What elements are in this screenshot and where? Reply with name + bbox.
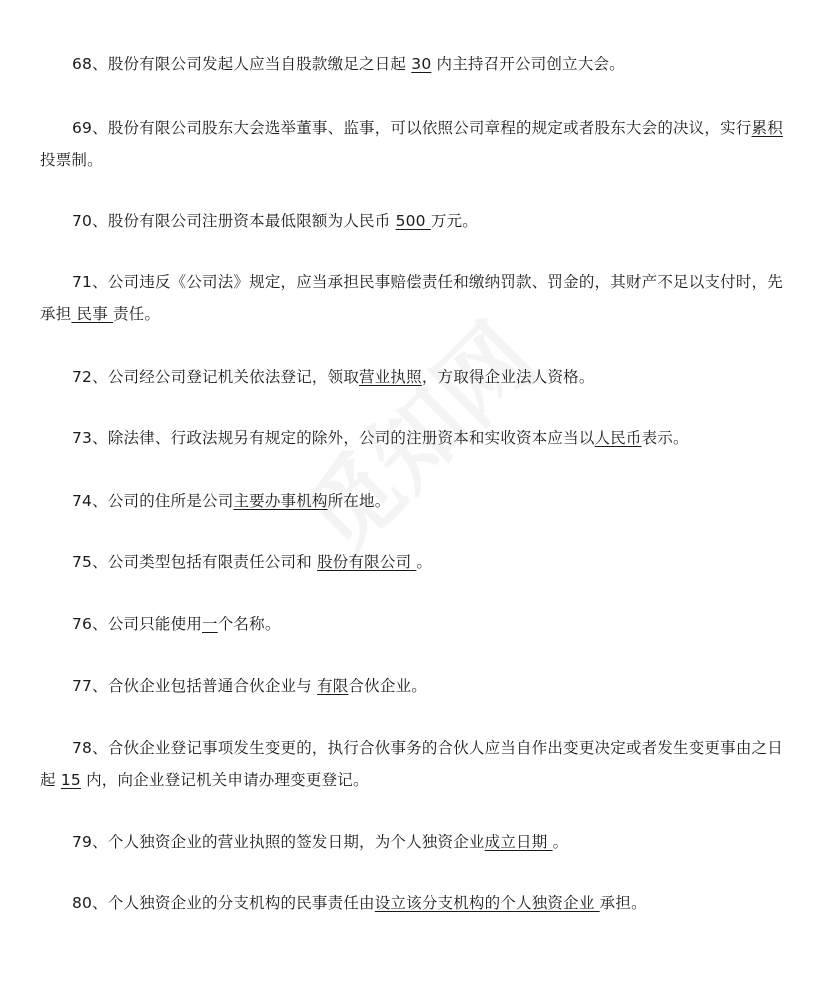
question-text: 。 (552, 833, 569, 851)
question-69 (40, 112, 792, 176)
answer-blank: 设立该分支机构的个人独资企业 (374, 894, 600, 912)
answer-blank: 30 (411, 55, 432, 73)
question-text: 。 (416, 553, 433, 571)
answer-blank: 股份有限公司 (317, 553, 417, 571)
question-text: 内，向企业登记机关申请办理变更登记。 (80, 771, 369, 789)
question-74 (40, 485, 792, 517)
answer-blank: 成立日期 (484, 833, 553, 851)
question-text: 责任。 (113, 305, 161, 323)
question-text: ，方取得企业法人资格。 (421, 368, 595, 386)
question-77 (40, 670, 792, 702)
question-text: 投票制。 (40, 151, 103, 169)
question-78 (40, 732, 792, 796)
question-text: 69、股份有限公司股东大会选举董事、监事，可以依照公司章程的规定或者股东大会的决议，实行 (72, 119, 752, 137)
question-text: 77、合伙企业包括普通合伙企业与 (72, 677, 318, 695)
question-75 (40, 546, 792, 578)
question-68 (40, 48, 792, 80)
question-76 (40, 608, 792, 640)
question-text: 内主持召开公司创立大会。 (431, 55, 625, 73)
question-text: 79、个人独资企业的营业执照的签发日期，为个人独资企业 (72, 833, 485, 851)
answer-blank: 营业执照 (359, 368, 422, 386)
question-text: 76、公司只能使用 (72, 615, 203, 633)
question-text: 71、公司违反《公司法》规定，应当承担民事赔偿责任和缴纳罚款、罚金的，其财产不足以支付时，先承担 (40, 273, 783, 323)
question-73 (40, 422, 792, 454)
question-text: 78、合伙企业登记事项发生变更的，执行合伙事务的合伙人应当自作出变更决定或者发生变更事由之日起 (40, 739, 783, 789)
answer-blank: 主要办事机构 (233, 492, 328, 510)
question-text: 承担。 (599, 894, 647, 912)
answer-blank: 500 (395, 212, 431, 230)
question-text: 68、股份有限公司发起人应当自股款缴足之日起 (72, 55, 412, 73)
question-80 (40, 887, 792, 919)
question-text: 所在地。 (327, 492, 391, 510)
answer-blank: 累积 (751, 119, 783, 137)
question-text: 80、个人独资企业的分支机构的民事责任由 (72, 894, 375, 912)
question-text: 74、公司的住所是公司 (72, 492, 234, 510)
question-72 (40, 361, 792, 393)
question-text: 70、股份有限公司注册资本最低限额为人民币 (72, 212, 396, 230)
question-text: 72、公司经公司登记机关依法登记，领取 (72, 368, 360, 386)
answer-blank: 有限 (317, 677, 349, 695)
question-text: 万元。 (430, 212, 478, 230)
question-text: 个名称。 (217, 615, 281, 633)
answer-blank: 15 (60, 771, 81, 789)
answer-blank: 人民币 (594, 429, 642, 447)
question-71 (40, 266, 792, 330)
answer-blank: 一 (202, 615, 218, 633)
question-70 (40, 205, 792, 237)
answer-blank: 民事 (71, 305, 114, 323)
question-text: 表示。 (641, 429, 689, 447)
question-79 (40, 826, 792, 858)
question-text: 75、公司类型包括有限责任公司和 (72, 553, 318, 571)
question-text: 合伙企业。 (348, 677, 427, 695)
question-text: 73、除法律、行政法规另有规定的除外，公司的注册资本和实收资本应当以 (72, 429, 595, 447)
